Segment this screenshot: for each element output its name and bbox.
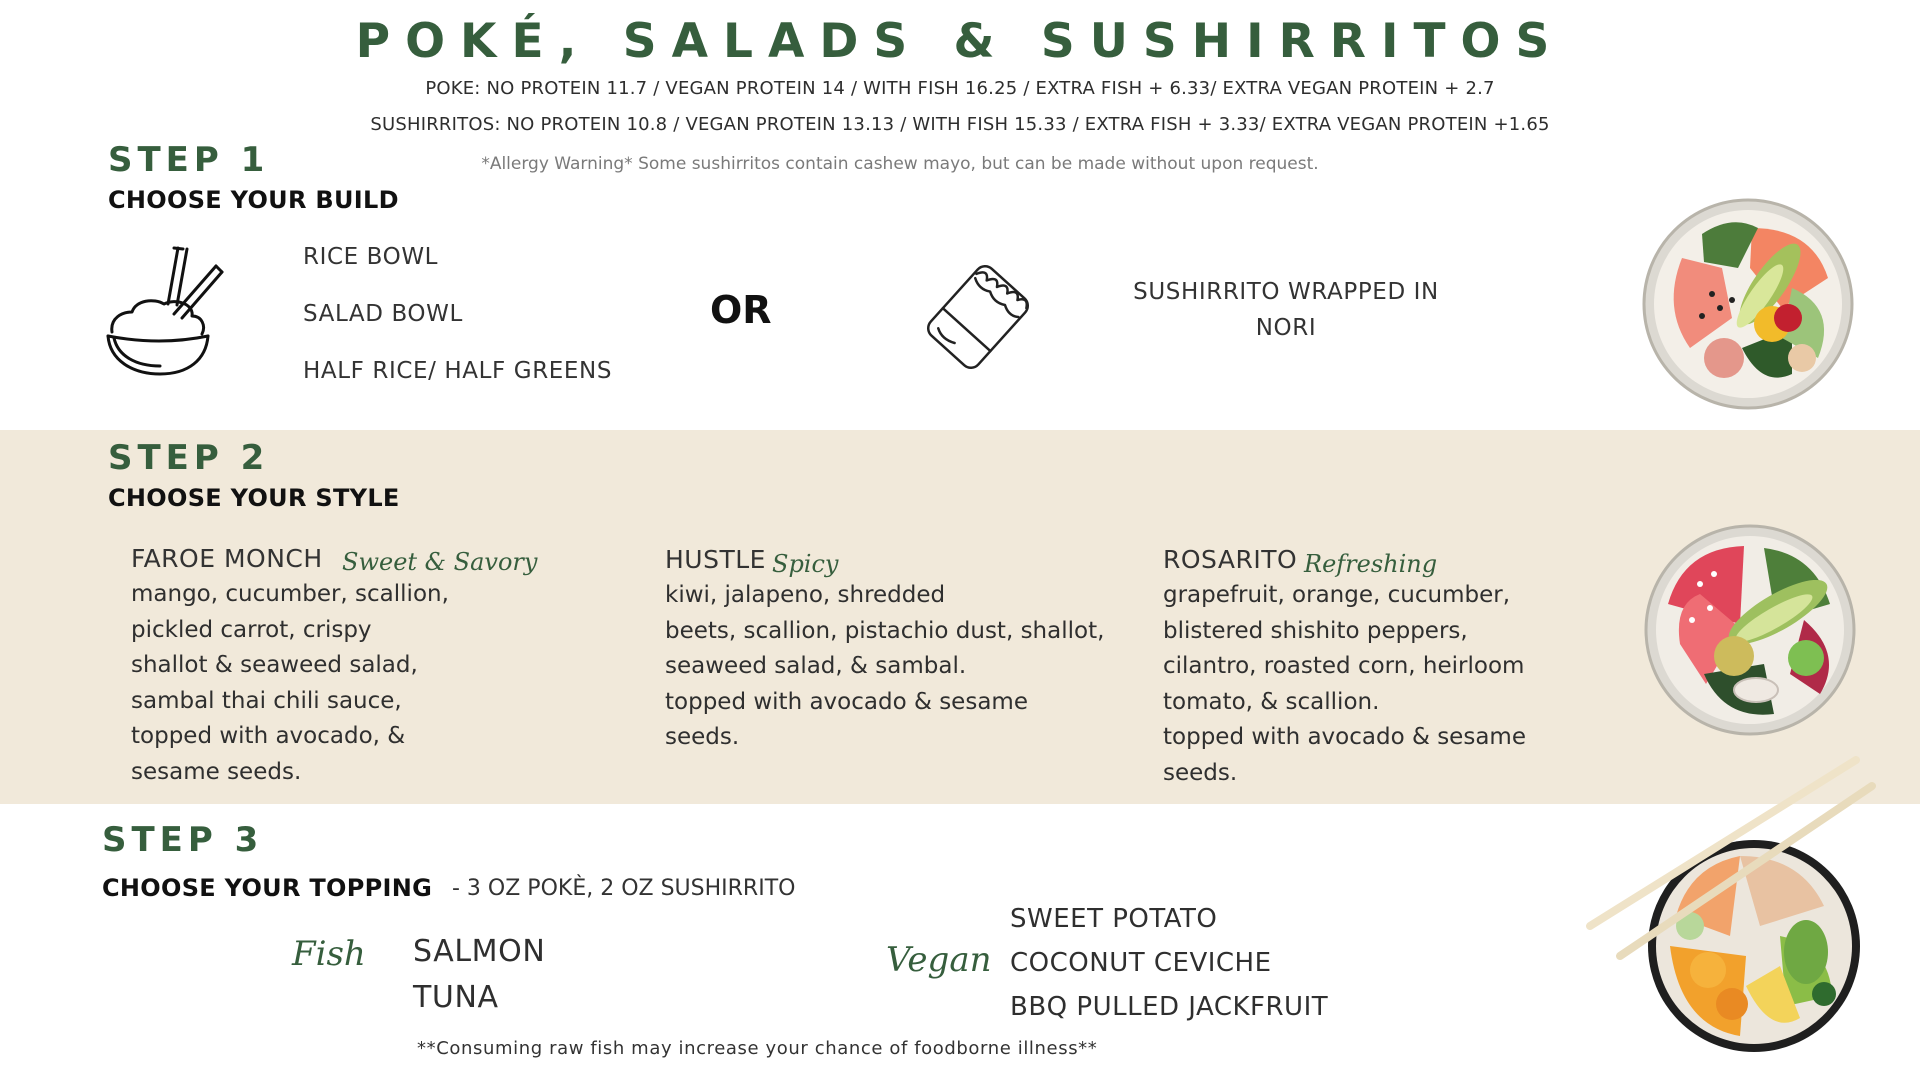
style-name-faroe-monch: FAROE MONCH: [131, 544, 323, 573]
style-desc-line: kiwi, jalapeno, shredded: [665, 582, 946, 608]
style-desc-line: seaweed salad, & sambal.: [665, 653, 967, 679]
raw-fish-footnote: **Consuming raw fish may increase your chance of foodborne illness**: [417, 1038, 1098, 1059]
vegan-label: Vegan: [886, 940, 992, 980]
style-desc-line: mango, cucumber, scallion,: [131, 581, 449, 607]
style-desc-line: cilantro, roasted corn, heirloom: [1163, 653, 1525, 679]
style-desc-line: seeds.: [665, 724, 740, 750]
topping-coconut-ceviche: COCONUT CEVICHE: [1010, 948, 1272, 978]
style-desc-line: topped with avocado & sesame: [665, 688, 1028, 715]
poke-bowl-photo-salmon: [1642, 198, 1854, 410]
topping-salmon: SALMON: [413, 934, 546, 969]
style-desc-line: pickled carrot, crispy: [131, 616, 372, 643]
build-option-salad-bowl: SALAD BOWL: [303, 301, 463, 327]
build-option-sushirrito: [1086, 274, 1486, 346]
style-desc-line: shallot & seaweed salad,: [131, 652, 418, 678]
fish-label: Fish: [292, 934, 366, 974]
style-name-hustle: HUSTLE: [665, 545, 766, 574]
poke-bowl-photo-tuna: [1644, 524, 1856, 736]
style-desc-faroe-monch: [131, 577, 449, 790]
style-tag-refreshing: Refreshing: [1304, 550, 1438, 578]
sushirrito-pricing: SUSHIRRITOS: NO PROTEIN 10.8 / VEGAN PROTEIN 13.13 / WITH FISH 15.33 / EXTRA FISH + 3.33/ EXTRA VEGAN PROTEIN +1.65: [370, 114, 1550, 135]
style-tag-spicy: Spicy: [772, 550, 839, 578]
style-desc-line: topped with avocado, &: [131, 723, 406, 749]
sushirrito-line-1: SUSHIRRITO WRAPPED IN: [1133, 279, 1439, 305]
style-desc-rosarito: [1163, 578, 1526, 791]
step1-subtitle: CHOOSE YOUR BUILD: [108, 186, 399, 214]
step2-subtitle: CHOOSE YOUR STYLE: [108, 484, 400, 512]
allergy-warning: *Allergy Warning* Some sushirritos contain cashew mayo, but can be made without upon request.: [481, 154, 1319, 174]
style-desc-line: sesame seeds.: [131, 758, 302, 785]
step3-subtitle: CHOOSE YOUR TOPPING: [102, 874, 433, 902]
style-desc-line: tomato, & scallion.: [1163, 688, 1380, 715]
step3-label: STEP 3: [102, 820, 264, 860]
style-desc-line: grapefruit, orange, cucumber,: [1163, 582, 1510, 608]
style-desc-line: sambal thai chili sauce,: [131, 687, 402, 714]
portion-note: - 3 OZ POKÈ, 2 OZ SUSHIRRITO: [452, 876, 796, 901]
or-divider: OR: [710, 288, 772, 332]
burrito-wrap-icon: [922, 264, 1034, 370]
sushirrito-line-2: NORI: [1255, 315, 1317, 341]
rice-bowl-chopsticks-icon: [104, 242, 224, 378]
step1-label: STEP 1: [108, 140, 270, 180]
style-desc-line: blistered shishito peppers,: [1163, 617, 1468, 644]
style-desc-line: seeds.: [1163, 759, 1238, 786]
style-desc-line: topped with avocado & sesame: [1163, 724, 1526, 750]
style-desc-line: beets, scallion, pistachio dust, shallot,: [665, 617, 1105, 644]
style-name-rosarito: ROSARITO: [1163, 545, 1298, 574]
poke-bowl-photo-chopsticks: [1580, 756, 1880, 1056]
topping-sweet-potato: SWEET POTATO: [1010, 904, 1218, 934]
poke-pricing: POKE: NO PROTEIN 11.7 / VEGAN PROTEIN 14 / WITH FISH 16.25 / EXTRA FISH + 6.33/ EXTRA VEGAN PROTEIN + 2.7: [425, 78, 1495, 99]
menu-title: POKÉ, SALADS & SUSHIRRITOS: [355, 14, 1565, 69]
topping-bbq-jackfruit: BBQ PULLED JACKFRUIT: [1010, 992, 1329, 1022]
build-option-half-rice: HALF RICE/ HALF GREENS: [303, 358, 613, 384]
build-option-rice-bowl: RICE BOWL: [303, 244, 439, 270]
style-desc-hustle: [665, 578, 1104, 756]
style-tag-sweet-savory: Sweet & Savory: [342, 548, 538, 576]
topping-tuna: TUNA: [413, 980, 499, 1015]
step2-label: STEP 2: [108, 438, 270, 478]
